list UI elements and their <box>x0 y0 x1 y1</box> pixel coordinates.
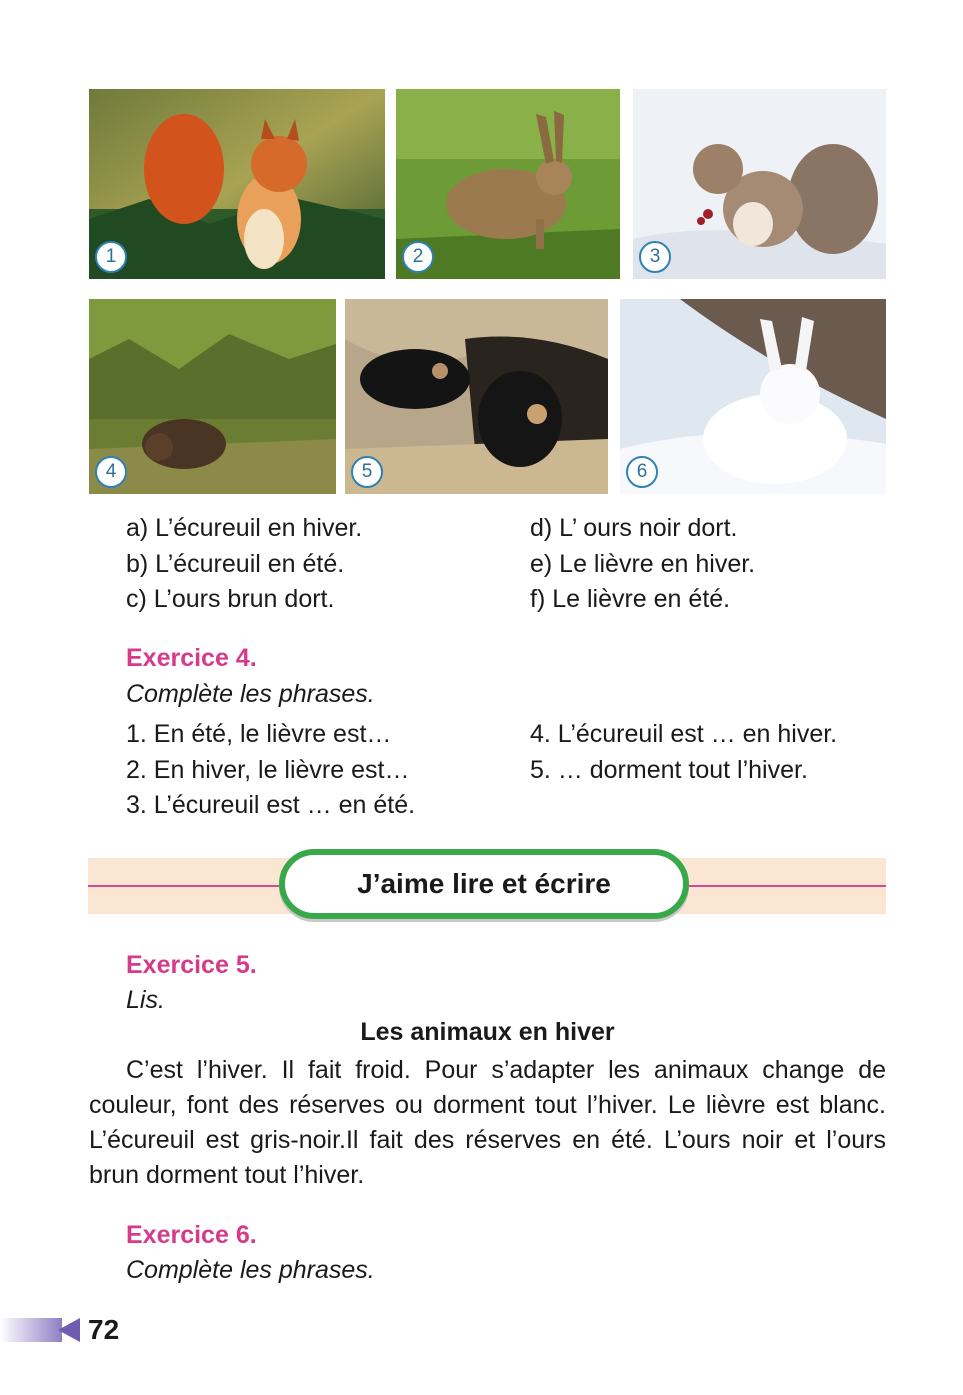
caption-d: d) L’ ours noir dort. <box>530 514 738 542</box>
photo-number: 1 <box>95 241 127 273</box>
black-bears-den-photo <box>345 299 608 494</box>
photo-number: 3 <box>639 241 671 273</box>
caption-a: a) L’écureuil en hiver. <box>126 514 363 542</box>
exercise-4-item-2: 2. En hiver, le lièvre est… <box>126 756 410 784</box>
red-squirrel-photo <box>89 89 385 279</box>
caption-e: e) Le lièvre en hiver. <box>530 550 756 578</box>
photo-number: 5 <box>351 456 383 488</box>
exercise-6-title: Exercice 6. <box>126 1221 257 1249</box>
caption-c: c) L’ours brun dort. <box>126 585 335 613</box>
brown-hare-photo <box>396 89 620 279</box>
exercise-4-item-1: 1. En été, le lièvre est… <box>126 720 392 748</box>
exercise-6-instruction: Complète les phrases. <box>126 1256 375 1284</box>
section-title: J’aime lire et écrire <box>279 849 689 919</box>
exercise-4-item-5: 5. … dorment tout l’hiver. <box>530 756 808 784</box>
caption-f: f) Le lièvre en été. <box>530 585 731 613</box>
photo-number: 6 <box>626 456 658 488</box>
reading-text: C’est l’hiver. Il fait froid. Pour s’adapter les animaux change de couleur, font des réserves ou dorment tout l’hiver. Le lièvre est blanc. L’écureuil est gris-noir.Il fait des réserves en été. L’ours noir et l’ours brun dorment tout l’hiver. <box>89 1056 886 1189</box>
footer-bar <box>0 1318 62 1342</box>
photo-number: 2 <box>402 241 434 273</box>
page-arrow-icon <box>58 1318 80 1342</box>
brown-bear-sleeping-photo <box>89 299 336 494</box>
exercise-4-instruction: Complète les phrases. <box>126 680 375 708</box>
white-hare-snow-photo <box>620 299 886 494</box>
grey-squirrel-snow-photo <box>633 89 886 279</box>
exercise-4-title: Exercice 4. <box>126 644 257 672</box>
page-number: 72 <box>88 1314 120 1345</box>
exercise-5-title: Exercice 5. <box>126 951 257 979</box>
reading-title: Les animaux en hiver <box>360 1018 615 1046</box>
caption-b: b) L’écureuil en été. <box>126 550 345 578</box>
exercise-5-instruction: Lis. <box>126 986 165 1014</box>
exercise-4-item-3: 3. L’écureuil est … en été. <box>126 791 416 819</box>
exercise-4-item-4: 4. L’écureuil est … en hiver. <box>530 720 838 748</box>
photo-number: 4 <box>95 456 127 488</box>
